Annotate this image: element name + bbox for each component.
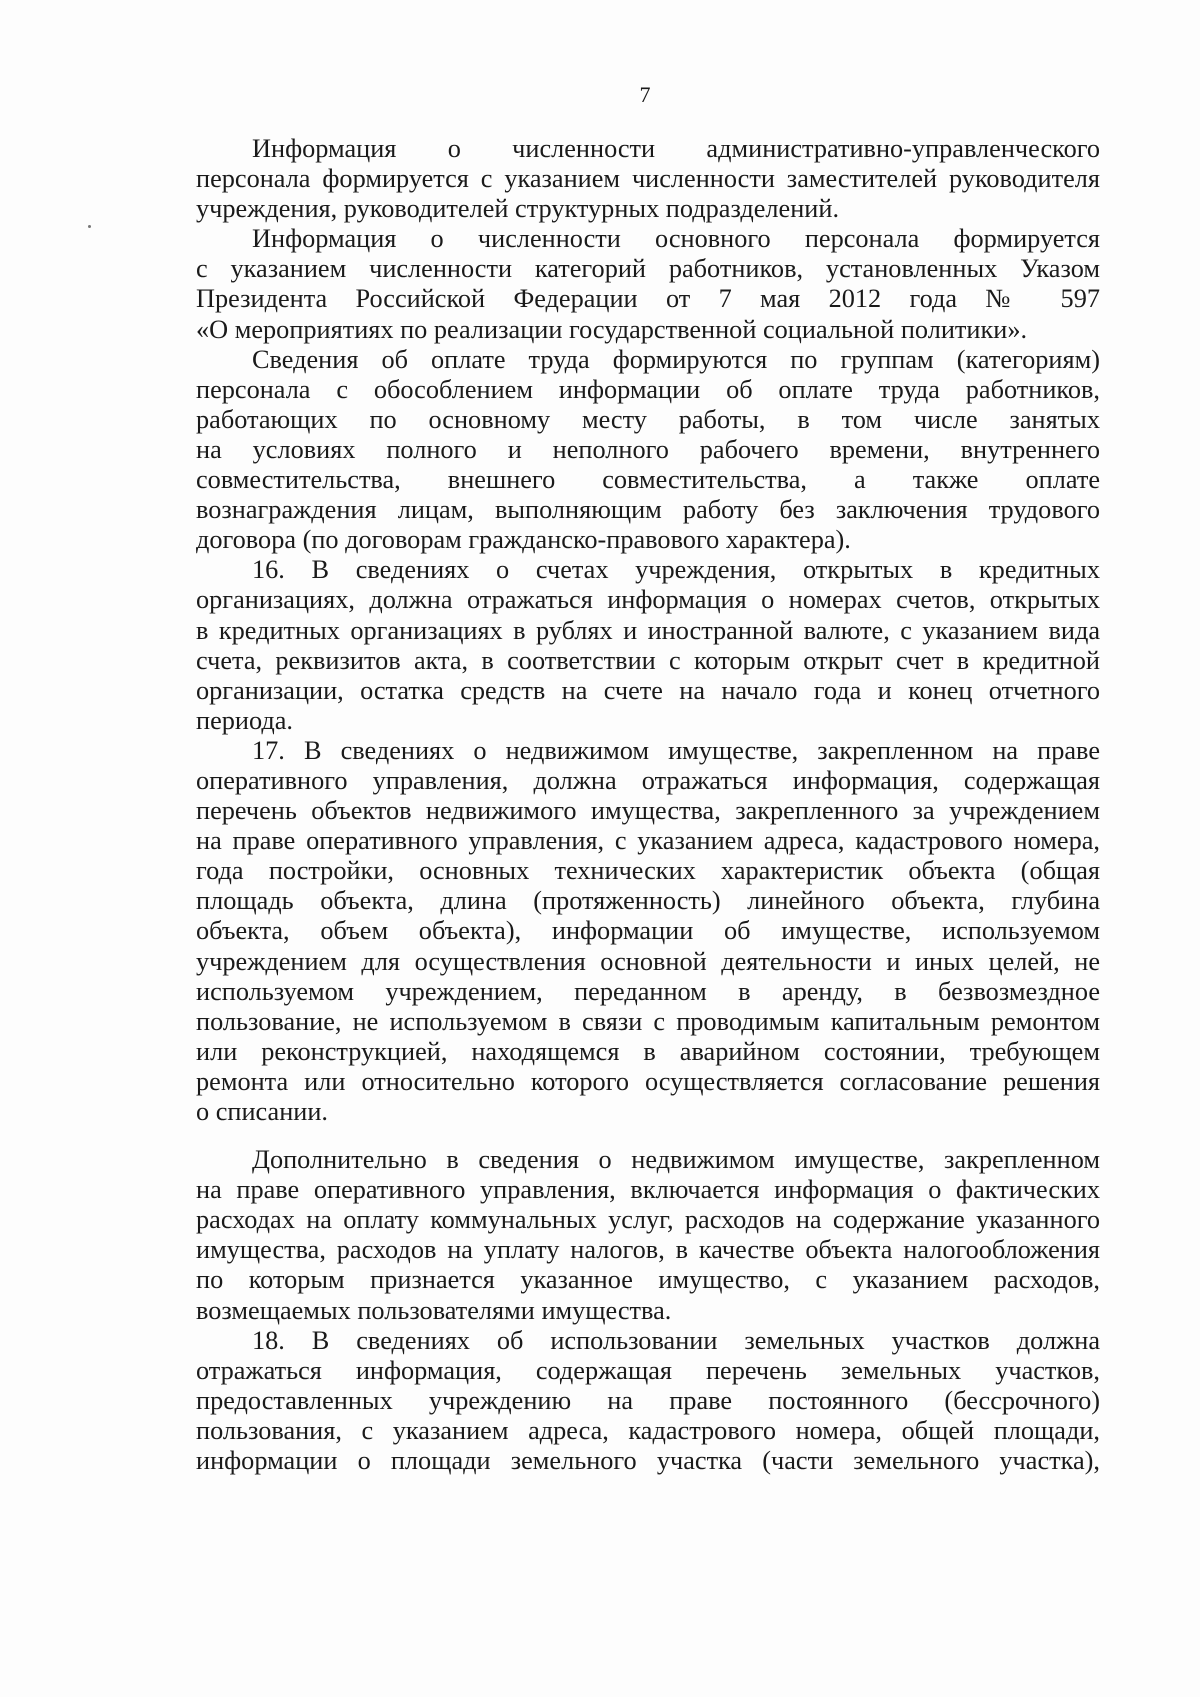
text-line: с указанием численности категорий работников, установленных Указом [196,254,1100,284]
text-line: объекта, объем объекта), информации об имуществе, используемом [196,916,1100,946]
text-line: по которым признается указанное имущество, с указанием расходов, [196,1265,1100,1295]
text-line: 16. В сведениях о счетах учреждения, открытых в кредитных [252,555,1100,585]
text-line: пользование, не используемом в связи с проводимым капитальным ремонтом [196,1006,1100,1036]
text-line: 17. В сведениях о недвижимом имуществе, закрепленном на праве [252,735,1100,765]
text-line: Дополнительно в сведения о недвижимом имуществе, закрепленном [252,1145,1100,1175]
paragraph-17-real-estate [196,736,1100,1127]
text-line: или реконструкцией, находящемся в аварийном состоянии, требующем [196,1036,1100,1066]
text-line: Информация о численности административно-управленческого [252,134,1100,163]
paragraph-16-accounts [196,555,1100,736]
text-line: имущества, расходов на уплату налогов, в качестве объекта налогообложения [196,1235,1100,1265]
text-line: расходах на оплату коммунальных услуг, расходов на содержание указанного [196,1205,1100,1235]
text-line: персонала формируется с указанием численности заместителей руководителя [196,164,1100,194]
text-line: организациях, должна отражаться информация о номерах счетов, открытых [196,585,1100,615]
paragraph-main-staff [196,224,1100,344]
text-line: счета, реквизитов акта, в соответствии с которым открыт счет в кредитной [196,645,1100,675]
text-line: на праве оперативного управления, включается информация о фактических [196,1175,1100,1205]
scan-speck [88,225,91,228]
text-line: учреждения, руководителей структурных подразделений. [196,194,840,224]
text-line: возмещаемых пользователями имущества. [196,1295,672,1325]
text-line: Сведения об оплате труда формируются по группам (категориям) [252,344,1100,374]
text-line: периода. [196,705,293,735]
text-line: вознаграждения лицам, выполняющим работу без заключения трудового [196,495,1100,525]
paragraph-salary-info [196,345,1100,556]
text-line: персонала с обособлением информации об оплате труда работников, [196,374,1100,404]
text-line: о списании. [196,1097,328,1126]
text-line: оперативного управления, должна отражаться информация, содержащая [196,765,1100,795]
text-line: «О мероприятиях по реализации государственной социальной политики». [196,314,1028,344]
text-line: на праве оперативного управления, с указанием адреса, кадастрового номера, [196,826,1100,856]
paragraph-additional-expenses [196,1145,1100,1326]
paragraph-admin-staff [196,134,1100,224]
paragraph-spacer [196,1127,1100,1145]
text-line: пользования, с указанием адреса, кадастрового номера, общей площади, [196,1415,1100,1445]
paragraph-18-land-plots [196,1326,1100,1476]
text-line: Информация о численности основного персонала формируется [252,224,1100,254]
text-line: договора (по договорам гражданско-правового характера). [196,525,851,555]
text-line: учреждением для осуществления основной деятельности и иных целей, не [196,946,1100,976]
text-line: информации о площади земельного участка (части земельного участка), [196,1446,1100,1476]
page-number: 7 [639,82,651,107]
text-line: в кредитных организациях в рублях и иностранной валюте, с указанием вида [196,615,1100,645]
text-line: 18. В сведениях об использовании земельных участков должна [252,1325,1100,1355]
text-line: отражаться информация, содержащая перечень земельных участков, [196,1355,1100,1385]
text-line: используемом учреждением, переданном в аренду, в безвозмездное [196,976,1100,1006]
document-body [196,134,1100,1476]
text-line: перечень объектов недвижимого имущества, закрепленного за учреждением [196,796,1100,826]
text-line: совместительства, внешнего совместительства, а также оплате [196,465,1100,495]
text-line: Президента Российской Федерации от 7 мая 2012 года № 597 [196,284,1100,314]
text-line: организации, остатка средств на счете на начало года и конец отчетного [196,675,1100,705]
text-line: года постройки, основных технических характеристик объекта (общая [196,856,1100,886]
text-line: ремонта или относительно которого осуществляется согласование решения [196,1066,1100,1096]
text-line: на условиях полного и неполного рабочего времени, внутреннего [196,434,1100,464]
text-line: предоставленных учреждению на праве постоянного (бессрочного) [196,1385,1100,1415]
text-line: работающих по основному месту работы, в том числе занятых [196,404,1100,434]
text-line: площадь объекта, длина (протяженность) линейного объекта, глубина [196,886,1100,916]
